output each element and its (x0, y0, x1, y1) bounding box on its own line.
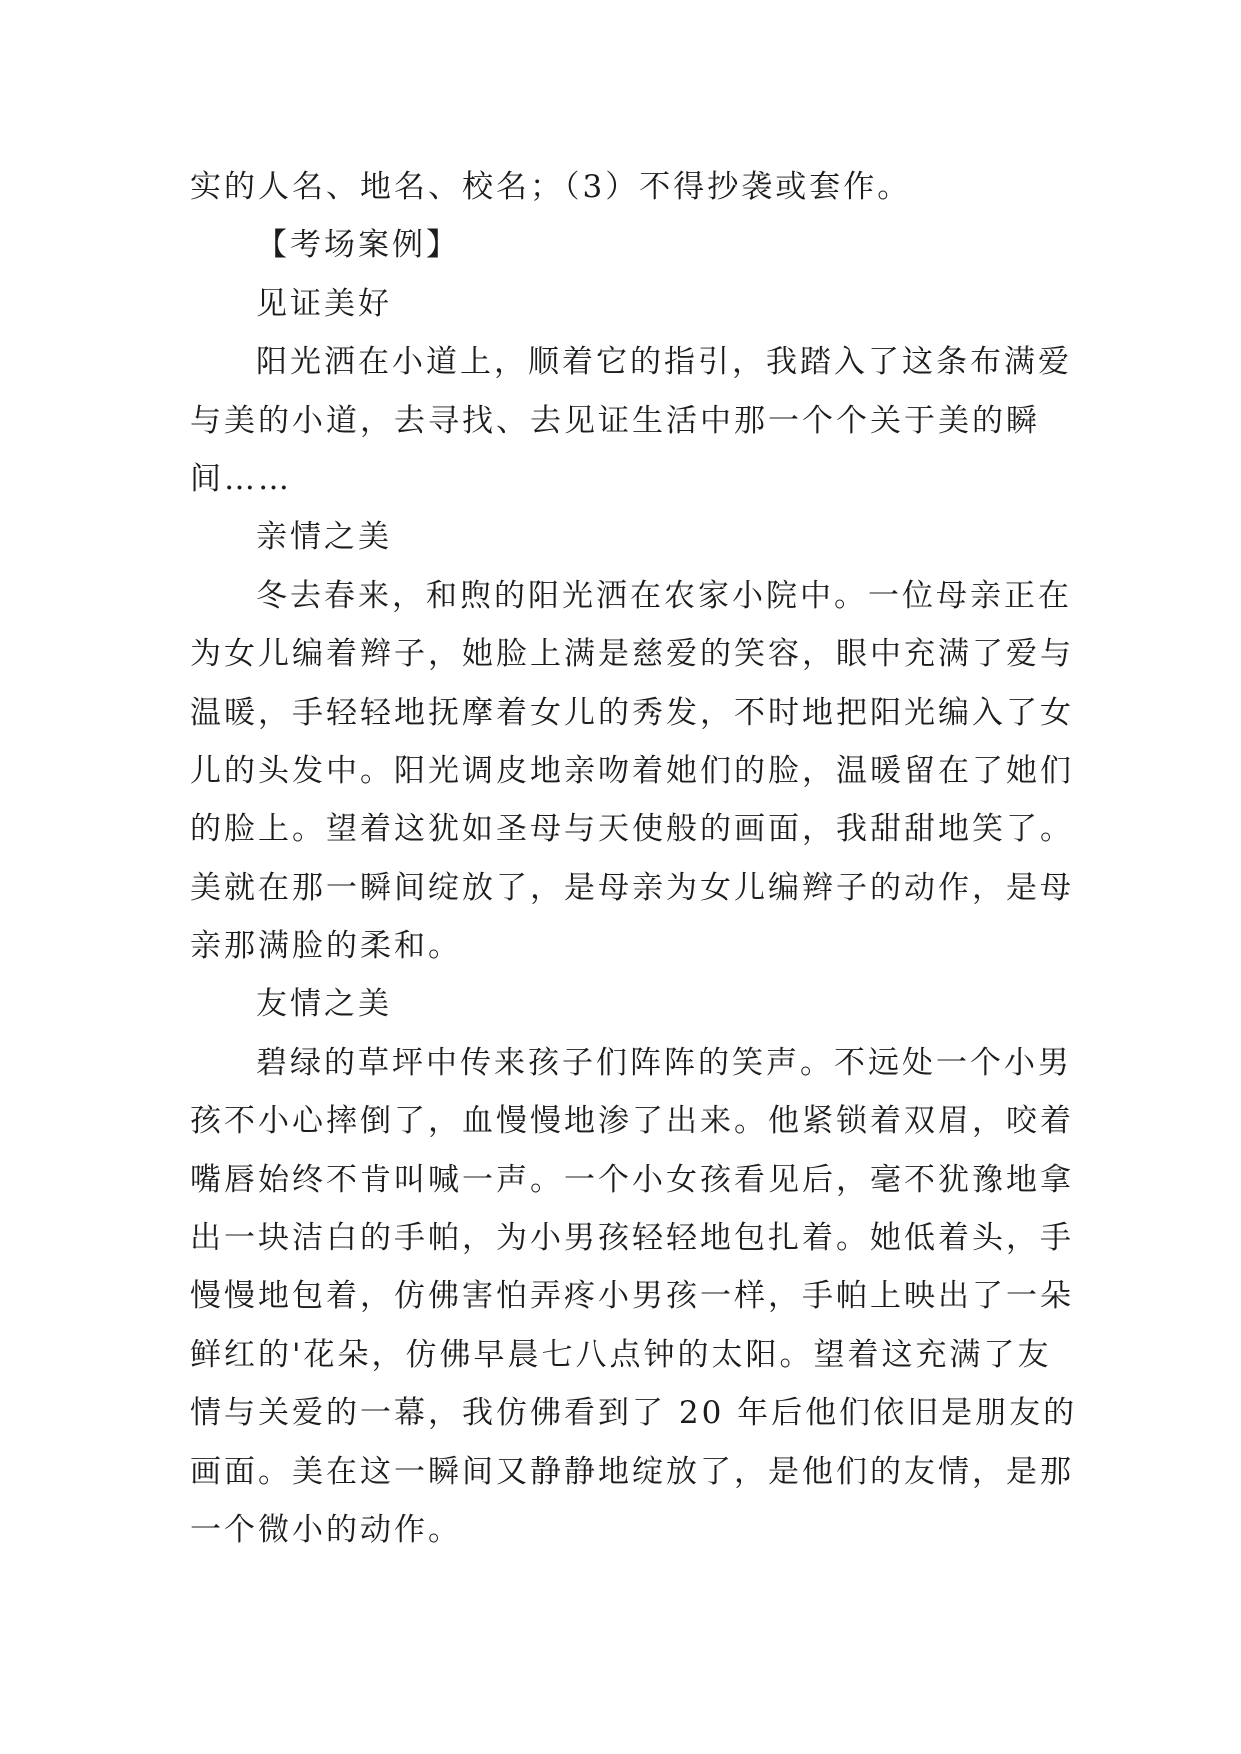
essay-title: 见证美好 (256, 285, 392, 322)
text-line: 儿的头发中。阳光调皮地亲吻着她们的脸，温暖留在了她们 (190, 752, 1074, 789)
text-line: 亲那满脸的柔和。 (190, 928, 462, 965)
subheading-family-beauty: 亲情之美 (256, 519, 392, 556)
text-line: 鲜红的'花朵，仿佛早晨七八点钟的太阳。望着这充满了友 (190, 1336, 1052, 1373)
section-label-exam-case: 【考场案例】 (256, 227, 460, 264)
text-line: 与美的小道，去寻找、去见证生活中那一个个关于美的瞬 (190, 402, 1040, 439)
text-line: 美就在那一瞬间绽放了，是母亲为女儿编辫子的动作，是母 (190, 869, 1074, 906)
text-line: 阳光洒在小道上，顺着它的指引，我踏入了这条布满爱 (256, 344, 1072, 381)
text-line: 的脸上。望着这犹如圣母与天使般的画面，我甜甜地笑了。 (190, 811, 1074, 848)
text-line: 情与关爱的一幕，我仿佛看到了 20 年后他们依旧是朋友的 (190, 1395, 1078, 1432)
text-line: 孩不小心摔倒了，血慢慢地渗了出来。他紧锁着双眉，咬着 (190, 1103, 1074, 1140)
text-line: 温暖，手轻轻地抚摩着女儿的秀发，不时地把阳光编入了女 (190, 694, 1074, 731)
text-line: 冬去春来，和煦的阳光洒在农家小院中。一位母亲正在 (256, 577, 1072, 614)
essay-text (190, 158, 1078, 1559)
text-line: 画面。美在这一瞬间又静静地绽放了，是他们的友情，是那 (190, 1453, 1074, 1490)
text-line: 碧绿的草坪中传来孩子们阵阵的笑声。不远处一个小男 (256, 1044, 1072, 1081)
text-line: 间…… (190, 460, 292, 497)
text-line: 慢慢地包着，仿佛害怕弄疼小男孩一样，手帕上映出了一朵 (190, 1278, 1074, 1315)
text-line: 为女儿编着辫子，她脸上满是慈爱的笑容，眼中充满了爱与 (190, 636, 1074, 673)
text-line: 嘴唇始终不肯叫喊一声。一个小女孩看见后，毫不犹豫地拿 (190, 1161, 1074, 1198)
text-line: 一个微小的动作。 (190, 1511, 462, 1548)
text-line: 出一块洁白的手帕，为小男孩轻轻地包扎着。她低着头，手 (190, 1220, 1074, 1257)
text-line: 实的人名、地名、校名；（3）不得抄袭或套作。 (190, 169, 912, 205)
subheading-friendship-beauty: 友情之美 (256, 986, 392, 1023)
